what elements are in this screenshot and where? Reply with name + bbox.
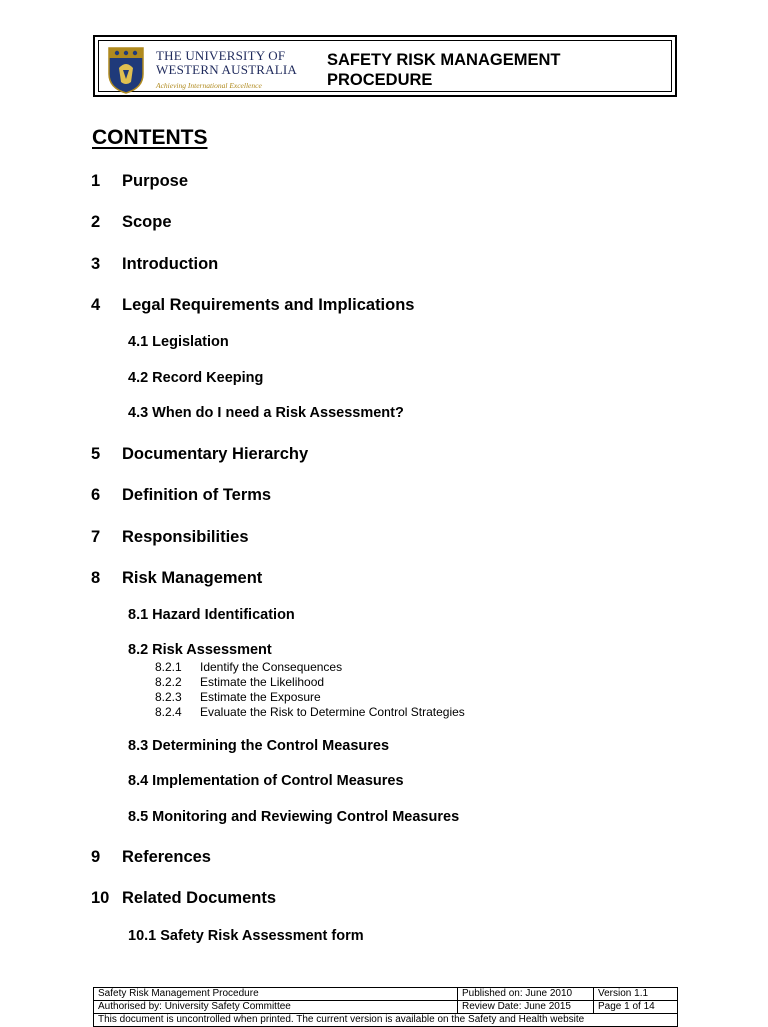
toc-number: 6	[91, 486, 101, 504]
university-motto: Achieving International Excellence	[156, 81, 262, 90]
toc-label: Documentary Hierarchy	[122, 445, 309, 463]
toc-item-legislation[interactable]: 4.1 Legislation	[128, 334, 229, 350]
footer-published-date: Published on: June 2010	[458, 988, 594, 1001]
document-footer-table	[93, 987, 678, 1027]
footer-row	[94, 988, 678, 1001]
footer-authorised-by: Authorised by: University Safety Committee	[94, 1001, 458, 1014]
footer-document-name: Safety Risk Management Procedure	[94, 988, 458, 1001]
toc-item-implementation-control-measures[interactable]: 8.4 Implementation of Control Measures	[128, 773, 404, 789]
footer-version: Version 1.1	[594, 988, 678, 1001]
toc-label: Definition of Terms	[122, 486, 272, 504]
toc-number: 9	[91, 848, 101, 866]
toc-number: 8.2.4	[155, 705, 182, 719]
toc-item-safety-risk-assessment-form[interactable]: 10.1 Safety Risk Assessment form	[128, 928, 364, 944]
toc-item-hazard-identification[interactable]: 8.1 Hazard Identification	[128, 607, 295, 623]
toc-label: Related Documents	[122, 889, 277, 907]
toc-number: 10	[91, 889, 110, 907]
toc-number: 7	[91, 528, 101, 546]
university-name	[156, 49, 297, 77]
toc-number: 8.2.1	[155, 660, 182, 674]
footer-row	[94, 1001, 678, 1014]
university-name-line-1: THE UNIVERSITY OF	[156, 48, 286, 63]
toc-number: 2	[91, 213, 101, 231]
footer-row	[94, 1014, 678, 1027]
toc-number: 1	[91, 172, 101, 190]
toc-number: 4	[91, 296, 101, 314]
toc-label: Scope	[122, 213, 172, 231]
toc-label: Introduction	[122, 255, 219, 273]
toc-label: References	[122, 848, 211, 866]
toc-item-risk-assessment[interactable]: 8.2 Risk Assessment	[128, 642, 272, 658]
toc-label: Purpose	[122, 172, 189, 190]
header-inner-border	[98, 40, 672, 92]
footer-uncontrolled-notice: This document is uncontrolled when printed. The current version is available on the Safety and Health website	[94, 1014, 678, 1027]
contents-heading: CONTENTS	[92, 126, 208, 149]
university-crest-logo	[107, 46, 145, 94]
toc-number: 5	[91, 445, 101, 463]
toc-label: Estimate the Likelihood	[200, 675, 325, 689]
document-header	[93, 35, 677, 97]
document-title-line-2: PROCEDURE	[327, 71, 433, 89]
toc-label: Estimate the Exposure	[200, 690, 321, 704]
toc-number: 3	[91, 255, 101, 273]
toc-label: Identify the Consequences	[200, 660, 343, 674]
toc-item-when-risk-assessment[interactable]: 4.3 When do I need a Risk Assessment?	[128, 405, 404, 421]
toc-item-record-keeping[interactable]: 4.2 Record Keeping	[128, 370, 264, 386]
toc-label: Legal Requirements and Implications	[122, 296, 415, 314]
toc-number: 8	[91, 569, 101, 587]
footer-page-number: Page 1 of 14	[594, 1001, 678, 1014]
toc-item-monitoring-control-measures[interactable]: 8.5 Monitoring and Reviewing Control Measures	[128, 809, 460, 825]
toc-label: Responsibilities	[122, 528, 249, 546]
toc-number: 8.2.3	[155, 690, 182, 704]
footer-review-date: Review Date: June 2015	[458, 1001, 594, 1014]
document-title-line-1: SAFETY RISK MANAGEMENT	[327, 51, 561, 69]
toc-number: 8.2.2	[155, 675, 182, 689]
university-name-line-2: WESTERN AUSTRALIA	[156, 62, 297, 77]
document-title	[327, 50, 560, 90]
toc-label: Evaluate the Risk to Determine Control Strategies	[200, 705, 465, 719]
toc-label: Risk Management	[122, 569, 263, 587]
toc-item-determining-control-measures[interactable]: 8.3 Determining the Control Measures	[128, 738, 390, 754]
